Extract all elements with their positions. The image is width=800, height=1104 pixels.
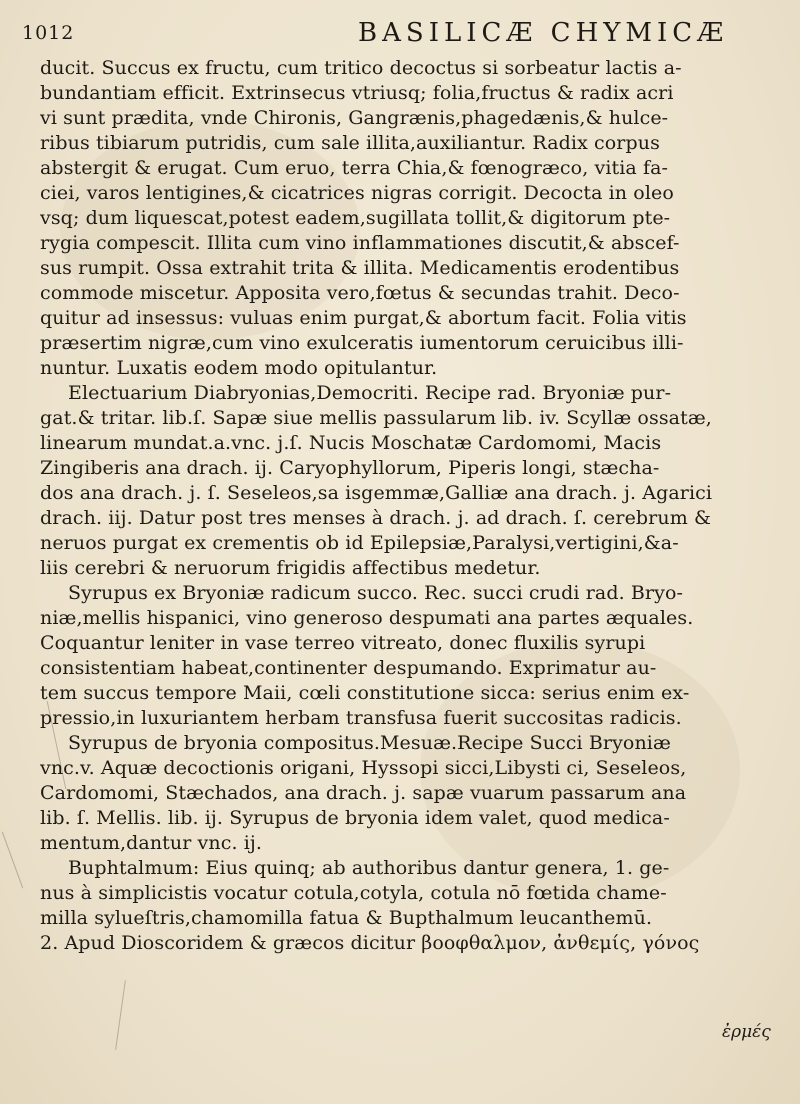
text-line: liis cerebri & neruorum frigidis affectibus medetur. <box>40 557 541 579</box>
text-line: consistentiam habeat,continenter despumando. Exprimatur au- <box>40 657 657 679</box>
text-line: pressio,in luxuriantem herbam transfusa fuerit succositas radicis. <box>40 707 682 729</box>
text-line: ducit. Succus ex fructu, cum tritico decoctus si sorbeatur lactis a- <box>40 57 682 79</box>
paragraph-start: Electuarium Diabryonias,Democriti. Recipe rad. Bryoniæ pur- <box>68 382 672 404</box>
text-line: neruos purgat ex crementis ob id Epilepsiæ,Paralysi,vertigini,&a- <box>40 532 679 554</box>
text-line: niæ,mellis hispanici, vino generoso despumati ana partes æquales. <box>40 607 694 629</box>
text-line: linearum mundat.a.vnc. j.ſ. Nucis Moschatæ Cardomomi, Macis <box>40 432 662 454</box>
text-line: rygia compescit. Illita cum vino inflammationes discutit,& abscef- <box>40 232 680 254</box>
text-line: vnc.v. Aquæ decoctionis origani, Hyssopi sicci,Libysti ci, Seseleos, <box>40 757 687 779</box>
text-line: ribus tibiarum putridis, cum sale illita,auxiliantur. Radix corpus <box>40 132 660 154</box>
body-text <box>40 56 780 956</box>
text-line: ciei, varos lentigines,& cicatrices nigras corrigit. Decocta in oleo <box>40 182 674 204</box>
catchword: ἐρμές <box>722 1022 771 1042</box>
page-header <box>22 18 782 48</box>
running-title: BASILICÆ CHYMICÆ <box>358 18 729 48</box>
margin-pencil-mark <box>115 980 126 1049</box>
text-line: quitur ad insessus: vuluas enim purgat,& abortum facit. Folia vitis <box>40 307 687 329</box>
text-line: nuntur. Luxatis eodem modo opitulantur. <box>40 357 438 379</box>
margin-pencil-mark <box>2 832 23 889</box>
text-line: 2. Apud Dioscoridem & græcos dicitur βοοφθαλμον, ἀνθεμίς, γόνος <box>40 932 700 954</box>
text-line: tem succus tempore Maii, cœli constitutione sicca: serius enim ex- <box>40 682 690 704</box>
text-line: dos ana drach. j. ſ. Seseleos,sa isgemmæ,Galliæ ana drach. j. Agarici <box>40 482 713 504</box>
text-line: commode miscetur. Apposita vero,fœtus & secundas trahit. Deco- <box>40 282 680 304</box>
page-number: 1012 <box>22 22 75 44</box>
text-line: Cardomomi, Stæchados, ana drach. j. sapæ vuarum passarum ana <box>40 782 687 804</box>
text-line: bundantiam efficit. Extrinsecus vtriusq; folia,fructus & radix acri <box>40 82 674 104</box>
text-line: vsq; dum liquescat,potest eadem,sugillata tollit,& digitorum pte- <box>40 207 671 229</box>
text-line: milla sylueſtris,chamomilla fatua & Bupthalmum leucanthemū. <box>40 907 653 929</box>
text-line: vi sunt prædita, vnde Chironis, Gangrænis,phagedænis,& hulce- <box>40 107 669 129</box>
text-line: mentum,dantur vnc. ij. <box>40 832 263 854</box>
paragraph-start: Syrupus de bryonia compositus.Mesuæ.Recipe Succi Bryoniæ <box>68 732 671 754</box>
text-line: drach. iij. Datur post tres menses à drach. j. ad drach. ſ. cerebrum & <box>40 507 711 529</box>
text-line: Coquantur leniter in vase terreo vitreato, donec fluxilis syrupi <box>40 632 646 654</box>
text-line: præsertim nigræ,cum vino exulceratis iumentorum ceruicibus illi- <box>40 332 684 354</box>
text-line: lib. ſ. Mellis. lib. ij. Syrupus de bryonia idem valet, quod medica- <box>40 807 670 829</box>
paragraph-start: Buphtalmum: Eius quinq; ab authoribus dantur genera, 1. ge- <box>68 857 670 879</box>
text-line: gat.& tritar. lib.ſ. Sapæ siue mellis passularum lib. iv. Scyllæ ossatæ, <box>40 407 712 429</box>
paragraph-start: Syrupus ex Bryoniæ radicum succo. Rec. succi crudi rad. Bryo- <box>68 582 684 604</box>
text-line: nus à simplicistis vocatur cotula,cotyla, cotula nō fœtida chame- <box>40 882 667 904</box>
text-line: sus rumpit. Ossa extrahit trita & illita. Medicamentis erodentibus <box>40 257 680 279</box>
text-line: abstergit & erugat. Cum eruo, terra Chia,& fœnogræco, vitia fa- <box>40 157 669 179</box>
text-line: Zingiberis ana drach. ij. Caryophyllorum, Piperis longi, stæcha- <box>40 457 660 479</box>
